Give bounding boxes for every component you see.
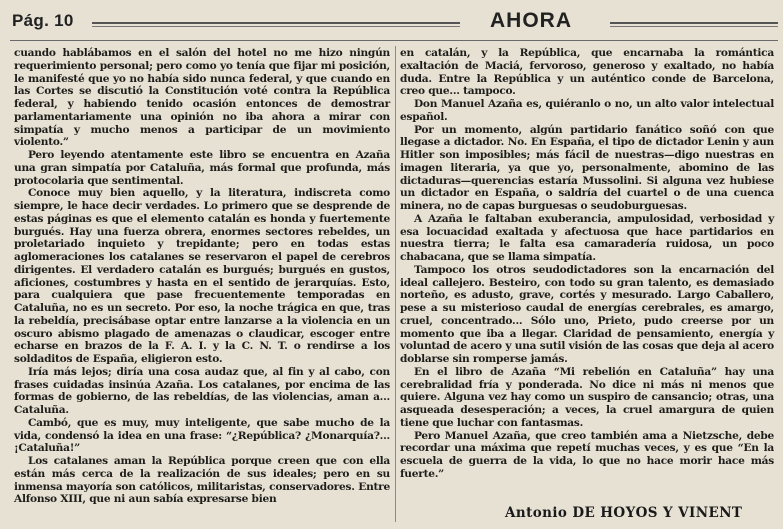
paragraph: Iría más lejos; diría una cosa audaz que, al fin y al cabo, con frases cuidadas insinúa Azaña. Los catalanes, por encima de las formas de gobierno, de las rebeldías, de las violencias, aman a... Cataluña. (14, 365, 390, 416)
header-divider (10, 40, 778, 41)
paragraph: A Azaña le faltaban exuberancia, ampulosidad, verbosidad y esa locuacidad exaltada y afectuosa que hace partidarios en nuestra tierra; le falta esa camaradería ruidosa, un poco chabacana, que se llama simpatía. (400, 212, 774, 263)
paragraph: Tampoco los otros seudodictadores son la encarnación del ideal callejero. Besteiro, con todo su gran talento, es demasiado norteño, es adusto, grave, cortés y mesurado. Largo Caballero, pese a su misterioso caudal de energías cerebrales, es amargo, cruel, concentrado... Sólo uno, Prieto, pudo creerse por un momento que iba a llegar. Claridad de pensamiento, energía y voluntad de acero y una sutil visión de las cosas que deja al acero doblarse sin romperse jamás. (400, 263, 774, 365)
paragraph: Conoce muy bien aquello, y la literatura, indiscreta como siempre, le hace decir verdades. Lo primero que se desprende de estas páginas es que el elemento catalán es honda y fuertemente burgués. Hay una fuerza obrera, enormes sectores rebeldes, un proletariado inquieto y trepidante; pero en todas estas aglomeraciones los catalanes se reservaron el papel de cerebros dirigentes. El verdadero catalán es burgués; burgués en gustos, aficiones, costumbres y hasta en el sentido de jerarquías. Esto, para cualquiera que pase frecuentemente temporadas en Cataluña, no es un secreto. Por eso, la noche trágica en que, tras la rebeldía, precisábase optar entre lanzarse a la violencia en un oscuro abismo plagado de amenazas o claudicar, escoger entre echarse en brazos de la F. A. I. y la C. N. T. o rendirse a los soldaditos de España, eligieron esto. (14, 187, 390, 365)
paragraph: En el libro de Azaña “Mi rebelión en Cataluña” hay una cerebralidad fría y ponderada. No dice ni más ni menos que quiere. Alguna vez hay como un suspiro de cansancio; otras, una asqueada desesperación; a veces, la cruel amargura de quien tiene que luchar con fantasmas. (400, 365, 774, 429)
paragraph: Pero leyendo atentamente este libro se encuentra en Azaña una gran simpatía por Cataluña, más formal que profunda, más protocolaria que sentimental. (14, 149, 390, 187)
paragraph: en catalán, y la República, que encarnaba la romántica exaltación de Maciá, fervoroso, generoso y exaltado, no había duda. Entre la República y un auténtico conde de Barcelona, creo que... tampoco. (400, 47, 774, 98)
header-rule-left (92, 22, 460, 27)
paragraph: Los catalanes aman la República porque creen que con ella están más cerca de la realización de sus ideales; pero en su inmensa mayoría son católicos, militaristas, conservadores. Entre Alfonso XIII, que ni aun sabía expresarse bien (14, 455, 390, 506)
page-number: Pág. 10 (12, 11, 74, 30)
paragraph: cuando hablábamos en el salón del hotel no me hizo ningún requerimiento personal; pero como yo tenía que fijar mi posición, le manifesté que yo no había sido nunca federal, y que cuando en las Cortes se discutió la Constitución voté contra la República federal, y habiendo tenido ocasión entonces de demostrar parlamentariamente una opinión no iba ahora a mirar con simpatía y mucho menos a participar de un movimiento violento.” (14, 47, 390, 149)
paragraph: Don Manuel Azaña es, quiéranlo o no, un alto valor intelectual español. (400, 98, 774, 123)
article-column-right (400, 47, 774, 481)
paragraph: Por un momento, algún partidario fanático soñó con que llegase a dictador. No. En España, el tipo de dictador Lenin y aun Hitler son imposibles; más fácil de nuestras—digo nuestras en imagen literaria, ya que yo, personalmente, abomino de las dictaduras—querencias estaría Mussolini. Si alguna vez hubiese un dictador en España, o saldría del cuartel o de una cuenca minera, no de capas burguesas o seudoburguesas. (400, 123, 774, 212)
column-divider (395, 46, 396, 522)
article-column-left (14, 47, 390, 506)
paragraph: Pero Manuel Azaña, que creo también ama a Nietzsche, debe recordar una máxima que repetí muchas veces, y es que “En la escuela de guerra de la vida, lo que no hace morir hace más fuerte.” (400, 429, 774, 480)
masthead-title: AHORA (490, 9, 572, 32)
page-header (0, 0, 783, 44)
paragraph: Cambó, que es muy, muy inteligente, que sabe mucho de la vida, condensó la idea en una frase: “¿República? ¿Monarquía?... ¡Cataluña!” (14, 416, 390, 455)
author-signature: Antonio DE HOYOS Y VINENT (505, 505, 743, 521)
header-rule-right (610, 22, 778, 27)
